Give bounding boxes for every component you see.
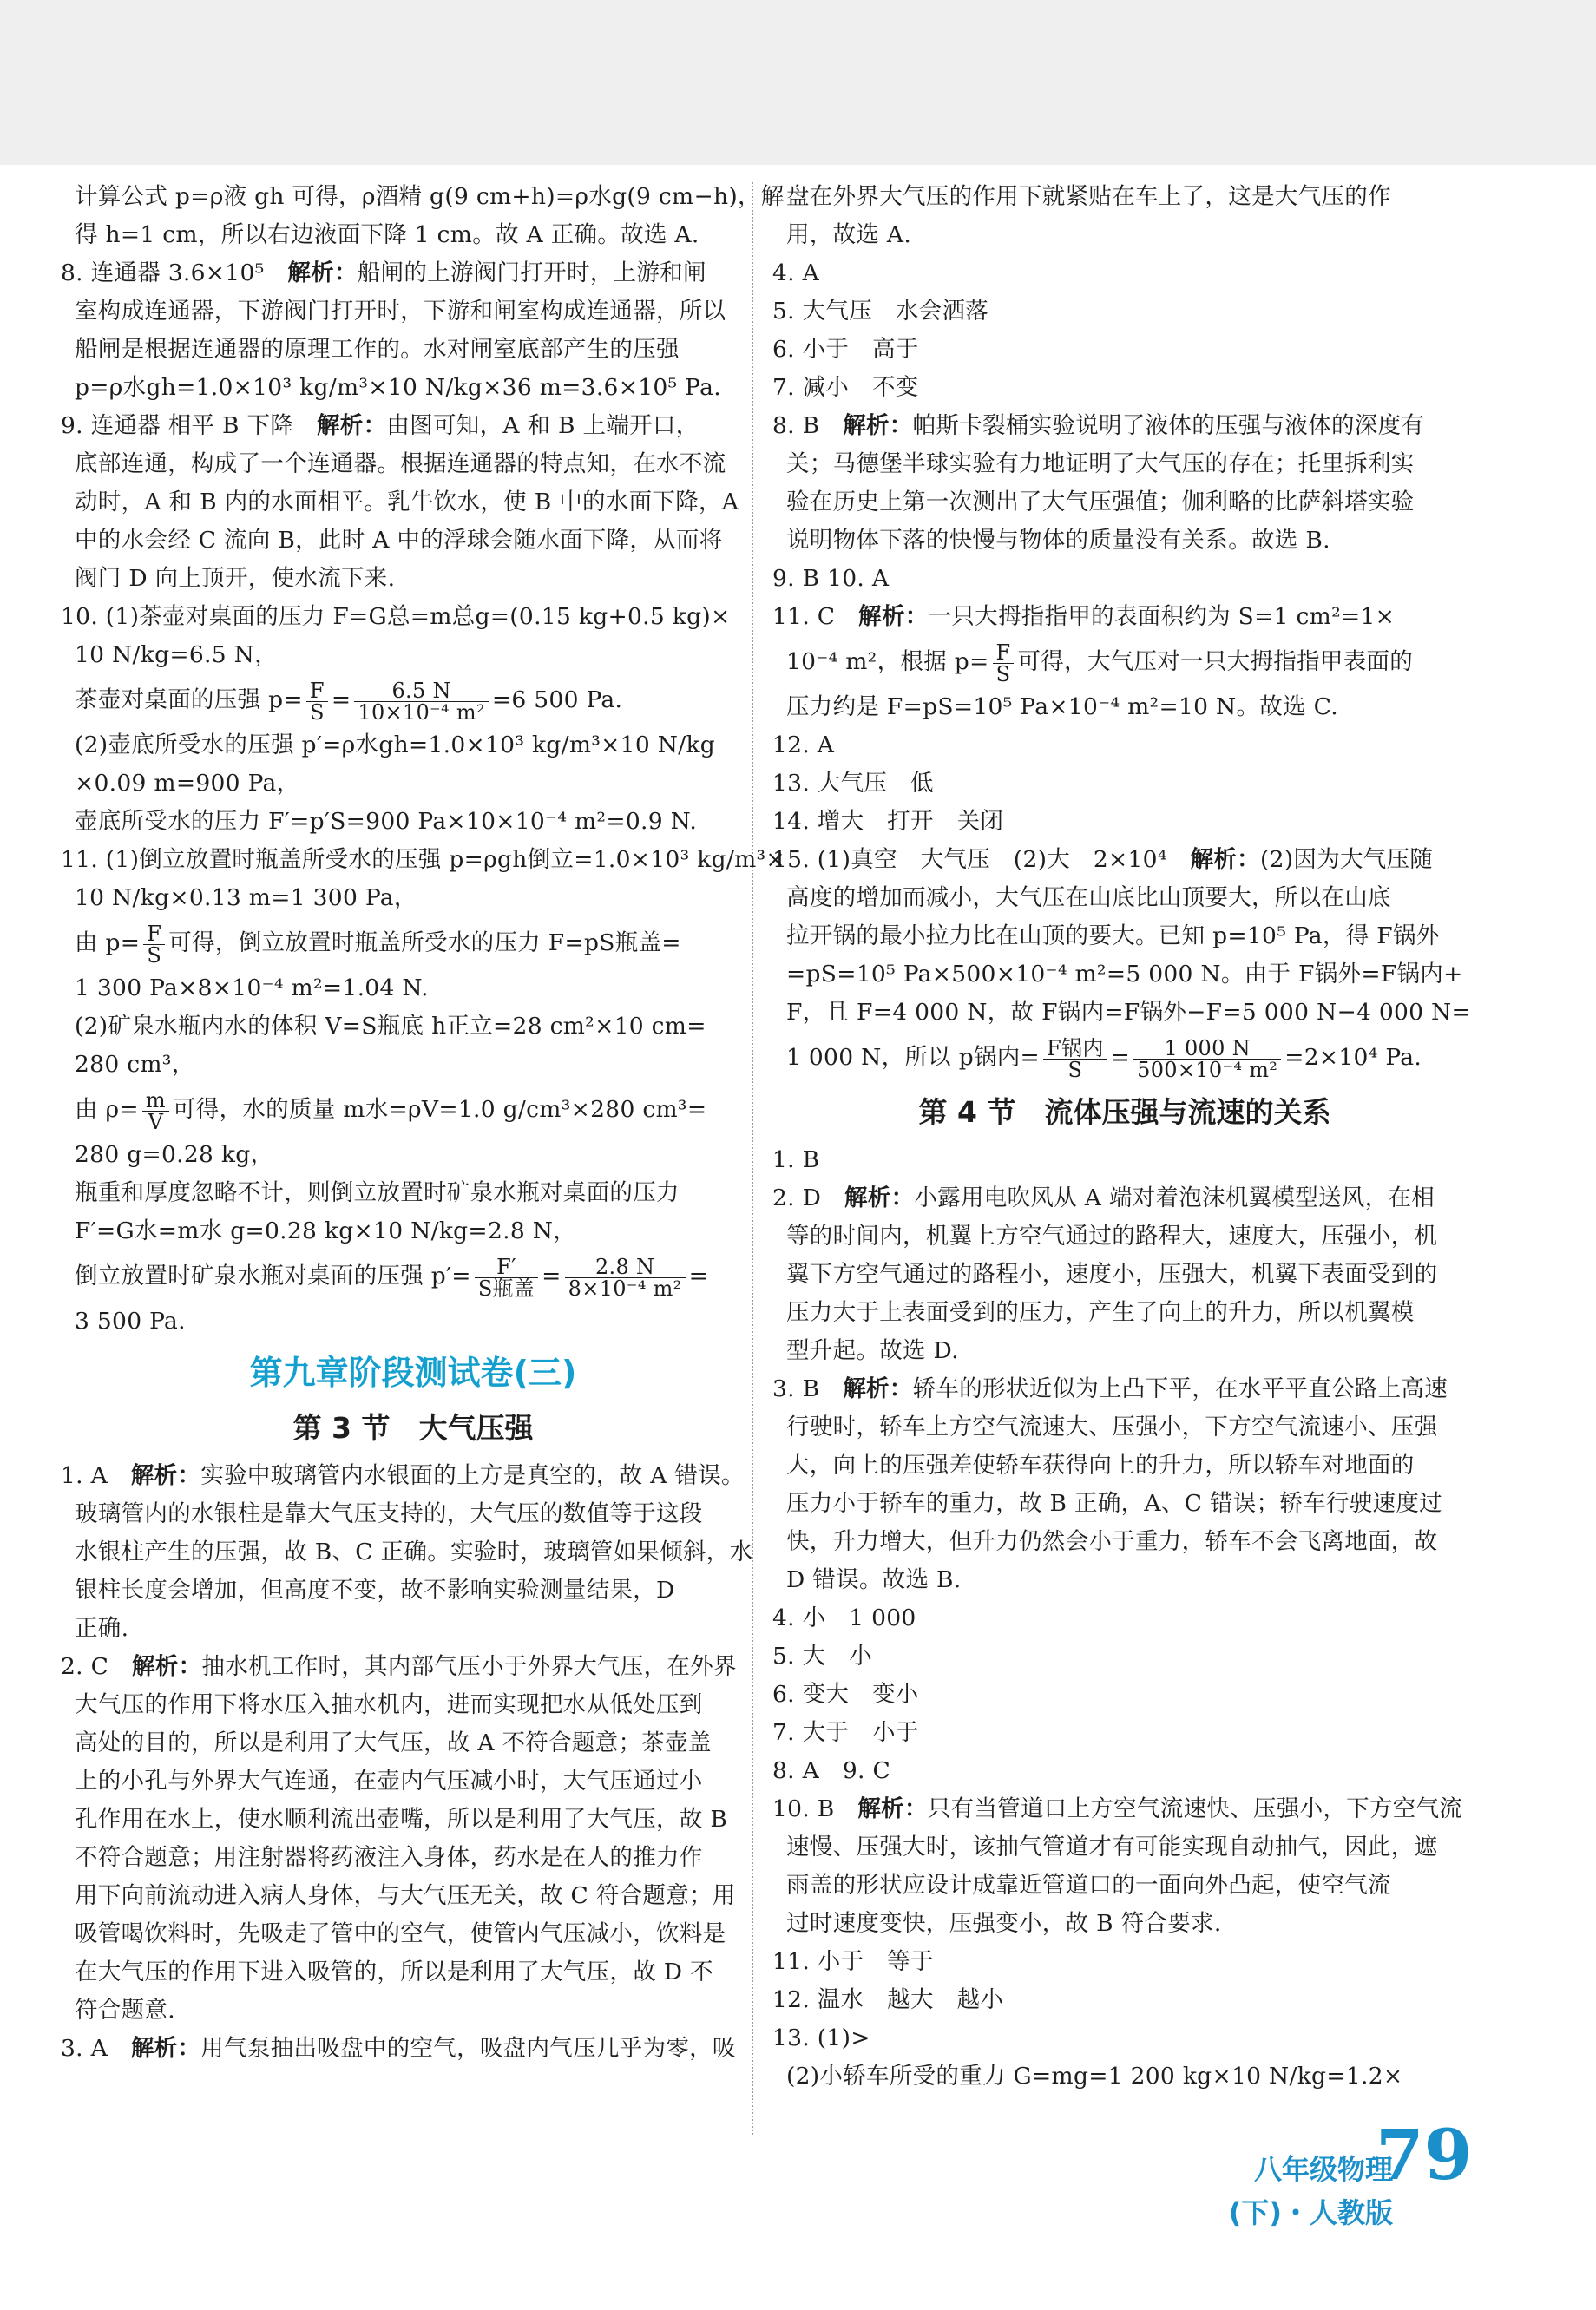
text-line: 过时速度变快，压强变小，故 B 符合要求. [786,1910,1222,1937]
s4-answer-10 [772,1790,1477,1943]
text-span: 由 ρ= [75,1096,139,1123]
fraction-numerator: 1 000 N [1133,1038,1281,1060]
fraction-denominator: 500×10⁻⁴ m² [1137,1057,1278,1082]
fraction-numerator: F [143,923,165,945]
fraction [993,642,1015,685]
section-title: 第 3 节 大气压强 [292,1411,534,1445]
answer-9 [61,407,765,598]
text-span: 8. B [772,412,820,439]
text-line: 8. A 9. C [772,1757,891,1784]
analysis-label: 解析： [858,603,929,630]
text-span: 1. A [61,1462,108,1489]
analysis-label: 解析： [843,412,913,439]
text-line: 4. A [772,259,820,286]
s3-answer-2 [61,1648,765,2030]
fraction [143,923,165,966]
text-span: 3. B [772,1375,820,1402]
text-span: 可得，倒立放置时瓶盖所受水的压力 F=pS瓶盖= [168,929,681,956]
text-span: 15. (1)真空 大气压 (2)大 2×10⁴ [772,846,1167,873]
text-line: D 错误。故选 B. [786,1566,962,1593]
analysis-label: 解析： [857,1795,928,1822]
text-span: 9. 连通器 相平 B 下降 [61,412,294,439]
text-line [61,2030,765,2068]
fraction [475,1254,538,1301]
text-line: F′=G水=m水 g=0.28 kg×10 N/kg=2.8 N， [75,1217,576,1244]
text-span: 抽水机工作时，其内部气压小于外界大气压，在外界 [201,1653,737,1680]
fraction [565,1254,686,1301]
text-line: 壶底所受水的压力 F′=p′S=900 Pa×10×10⁻⁴ m²=0.9 N. [75,808,698,835]
text-line: 压力小于轿车的重力，故 B 正确，A、C 错误；轿车行驶速度过 [786,1490,1442,1517]
text-line: 10. (1)茶壶对桌面的压力 F=G总=m总g=(0.15 kg+0.5 kg)× [61,603,731,630]
text-line: 中的水会经 C 流向 B，此时 A 中的浮球会随水面下降，从而将 [75,527,723,554]
fraction [306,680,328,723]
fraction-denominator: S瓶盖 [477,1276,535,1301]
s3-answer-11 [772,598,1477,726]
chapter-title: 第九章阶段测试卷(三) [249,1354,577,1392]
text-line: 阀门 D 向上顶开，使水流下来. [75,565,396,592]
fraction-numerator: m [142,1090,169,1112]
text-line: p=ρ水gh=1.0×10³ kg/m³×10 N/kg×36 m=3.6×10⁵ Pa. [75,374,721,401]
analysis-label: 解析： [287,259,358,286]
text-line: 行驶时，轿车上方空气流速大、压强小，下方空气流速小、压强 [786,1414,1438,1440]
right-column [772,178,1477,2096]
text-line: 茶壶对桌面的压强 p= $\frac{F}{S}$ = $\frac{6.5 N}{\text{10×10⁻⁴ m²}}$ =6 500 Pa. [75,678,623,725]
text-line [61,254,765,292]
text-line: 等的时间内，机翼上方空气通过的路程大，速度大，压强小，机 [786,1223,1438,1250]
text-line: 速慢、压强大时，该抽气管道才有可能实现自动抽气，因此，遮 [786,1834,1438,1860]
text-span: 可得，水的质量 m水=ρV=1.0 g/cm³×280 cm³= [172,1096,707,1123]
fraction-numerator: 2.8 N [565,1257,686,1278]
s3-answer-8 [772,407,1477,560]
text-span: 2. D [772,1185,822,1211]
text-line: 符合题意. [75,1997,175,2024]
fraction-denominator: S [1067,1057,1083,1082]
s4-short-answers-11-13 [772,1943,1477,2096]
s3-answer-3-continued [772,178,1477,254]
text-line: ×0.09 m=900 Pa， [75,770,300,797]
s3-answer-3 [61,2030,765,2068]
text-span: 8. 连通器 3.6×10⁵ [61,259,265,286]
answer-8 [61,254,765,407]
text-line: 用下向前流动进入病人身体，与大气压无关，故 C 符合题意；用 [75,1882,736,1909]
analysis-label: 解析： [843,1375,913,1402]
fraction-denominator: S [310,699,325,725]
text-span: 3. A [61,2035,108,2062]
text-line: 压力约是 F=pS=10⁵ Pa×10⁻⁴ m²=10 N。故选 C. [786,693,1338,720]
answer-10 [61,598,765,841]
text-line: 盘在外界大气压的作用下就紧贴在车上了，这是大气压的作 [786,183,1391,210]
page-number: 79 [1376,2114,1473,2195]
text-span: 茶壶对桌面的压强 p= [75,686,303,713]
s4-short-answers-4-9 [772,1599,1477,1790]
text-line: 10 N/kg=6.5 N， [75,641,278,668]
text-span: 由 p= [75,929,141,956]
text-line: 关；马德堡半球实验有力地证明了大气压的存在；托里拆利实 [786,450,1415,477]
text-span: 由图可知，A 和 B 上端开口， [386,412,699,439]
text-line: 室构成连通器，下游阀门打开时，下游和闸室构成连通器，所以 [75,298,726,325]
text-line: 孔作用在水上，使水顺利流出壶嘴，所以是利用了大气压，故 B [75,1806,728,1833]
text-line: 高度的增加而减小，大气压在山底比山顶要大，所以在山底 [786,884,1391,911]
text-line [772,407,1477,445]
fraction [1133,1035,1281,1082]
text-line: 压力大于上表面受到的压力，产生了向上的升力，所以机翼模 [786,1299,1415,1326]
s3-answers-9-10: 9. B 10. A [772,565,890,592]
fraction-denominator: 8×10⁻⁴ m² [568,1276,682,1301]
section-title: 第 4 节 流体压强与流速的关系 [918,1095,1331,1129]
text-line: 14. 增大 打开 关闭 [772,808,1004,835]
text-line: 12. A [772,732,835,758]
text-line [61,917,765,969]
text-line: 13. (1)> [772,2025,870,2051]
fraction [354,680,488,723]
text-line: 280 cm³， [75,1051,195,1078]
text-line [61,1648,765,1686]
text-line: 用，故选 A. [786,221,912,248]
text-span: 1 000 N，所以 p锅内= [786,1044,1041,1071]
text-line: 雨盖的形状应设计成靠近管道口的一面向外凸起，使空气流 [786,1872,1391,1899]
text-line [61,1084,765,1136]
analysis-label: 解析： [844,1185,915,1211]
text-line: 水银柱产生的压强，故 B、C 正确。实验时，玻璃管如果倾斜，水 [75,1539,753,1565]
text-span: 10. B [772,1795,835,1822]
s3-short-answers-4-7 [772,254,1477,407]
text-line: 说明物体下落的快慢与物体的质量没有关系。故选 B. [786,527,1330,554]
text-span: =6 500 Pa. [491,686,623,713]
text-line: 280 g=0.28 kg， [75,1141,274,1168]
fraction-denominator: V [148,1109,164,1134]
text-span: =2×10⁴ Pa. [1284,1044,1422,1071]
s3-answer-15 [772,841,1477,1084]
fraction-numerator: F′ [475,1257,538,1278]
text-line: 10 N/kg×0.13 m=1 300 Pa， [75,884,417,911]
text-line: =pS=10⁵ Pa×500×10⁻⁴ m²=5 000 N。由于 F锅外=F锅内+ [786,961,1463,988]
left-column [61,178,785,2068]
footer-book-label: 八年级物理(下)・人教版 [1228,2153,1393,2229]
text-line: 11. 小于 等于 [772,1948,934,1975]
s4-answer-2 [772,1179,1477,1370]
text-line: 1 000 N，所以 p锅内= $\frac{\text{F锅内}}{S}$ = $\frac{1 000 N}{\text{500×10⁻⁴ m²}}$ =2×10⁴ Pa. [786,1035,1422,1082]
text-line [772,636,1477,688]
text-line: 计算公式 p=ρ液 gh 可得，ρ酒精 g(9 cm+h)=ρ水g(9 cm−h)，解 [75,183,785,210]
s4-answer-1: 1. B [772,1146,820,1173]
text-line: 不符合题意；用注射器将药液注入身体，药水是在人的推力作 [75,1844,703,1871]
s3-short-answers-12-14 [772,726,1477,841]
top-shaded-band [0,0,1596,165]
analysis-label: 解析： [132,1653,202,1680]
fraction [1043,1035,1107,1082]
text-span: 小露用电吹风从 A 端对着泡沫机翼模型送风，在相 [914,1185,1435,1211]
text-line: 7. 减小 不变 [772,374,919,401]
text-line [772,841,1477,879]
text-line: 底部连通，构成了一个连通器。根据连通器的特点知，在水不流 [75,450,726,477]
text-line: 正确. [75,1615,129,1642]
text-line: 快，升力增大，但升力仍然会小于重力，轿车不会飞离地面，故 [786,1528,1438,1555]
text-line: 拉开锅的最小拉力比在山顶的要大。已知 p=10⁵ Pa，得 F锅外 [786,922,1440,949]
analysis-label: 解析： [130,2035,201,2062]
s3-answer-1 [61,1457,765,1648]
text-line: (2)小轿车所受的重力 G=mg=1 200 kg×10 N/kg=1.2× [786,2063,1403,2090]
analysis-label: 解析： [130,1462,201,1489]
fraction-denominator: S [995,661,1011,686]
text-line: 倒立放置时矿泉水瓶对桌面的压强 p′= $\frac{F'}{\text{S瓶盖}}$ = $\frac{2.8 N}{\text{8×10⁻⁴ m²}}$ = [75,1254,709,1301]
text-line: 大，向上的压强差使轿车获得向上的升力，所以轿车对地面的 [786,1452,1415,1479]
text-line: 动时，A 和 B 内的水面相平。乳牛饮水，使 B 中的水面下降，A [75,489,739,515]
text-line: 上的小孔与外界大气连通，在壶内气压减小时，大气压通过小 [75,1768,703,1795]
text-span: 可得，大气压对一只大拇指指甲表面的 [1017,648,1414,675]
text-span: 船闸的上游阀门打开时，上游和闸 [357,259,706,286]
text-line: 5. 大气压 水会洒落 [772,298,989,325]
text-span: 11. C [772,603,836,630]
text-span: 倒立放置时矿泉水瓶对桌面的压强 p′= [75,1263,471,1290]
text-line: 吸管喝饮料时，先吸走了管中的空气，使管内气压减小，饮料是 [75,1920,726,1947]
fraction [142,1087,169,1134]
text-line: 瓶重和厚度忽略不计，则倒立放置时矿泉水瓶对桌面的压力 [75,1179,680,1206]
text-line: 验在历史上第一次测出了大气压强值；伽利略的比萨斜塔实验 [786,489,1415,515]
analysis-label: 解析： [1190,846,1260,873]
text-line: 翼下方空气通过的路程小，速度小，压强大，机翼下表面受到的 [786,1261,1438,1288]
text-span: 帕斯卡裂桶实验说明了液体的压强与液体的深度有 [912,412,1425,439]
text-line: 12. 温水 越大 越小 [772,1986,1004,2013]
text-span: 只有当管道口上方空气流速快、压强小，下方空气流 [927,1795,1463,1822]
fraction-denominator: S [147,942,162,968]
text-line: 银柱长度会增加，但高度不变，故不影响实验测量结果，D [75,1577,675,1604]
text-line: 6. 小于 高于 [772,336,919,363]
text-line: 大气压的作用下将水压入抽水机内，进而实现把水从低处压到 [75,1691,703,1718]
text-line: 13. 大气压 低 [772,770,934,797]
text-span: 2. C [61,1653,109,1680]
text-line: 4. 小 1 000 [772,1605,916,1631]
text-line [772,1370,1477,1408]
text-span: (2)因为大气压随 [1259,846,1434,873]
text-line [772,1790,1477,1828]
fraction-numerator: F [306,680,328,702]
text-line: 3 500 Pa. [75,1308,186,1335]
analysis-label: 解析： [316,412,387,439]
text-line: (2)矿泉水瓶内水的体积 V=S瓶底 h正立=28 cm²×10 cm= [75,1013,706,1040]
text-span: 10⁻⁴ m²，根据 p= [786,648,989,675]
text-line [772,1179,1477,1217]
text-span: 一只大拇指指甲的表面积约为 S=1 cm²=1× [928,603,1396,630]
text-line [772,598,1477,636]
s4-answer-3 [772,1370,1477,1599]
text-span: 实验中玻璃管内水银面的上方是真空的，故 A 错误。 [200,1462,745,1489]
text-line: 5. 大 小 [772,1643,873,1670]
text-line: 得 h=1 cm，所以右边液面下降 1 cm。故 A 正确。故选 A. [75,221,699,248]
text-line: (2)壶底所受水的压强 p′=ρ水gh=1.0×10³ kg/m³×10 N/kg [75,732,716,758]
text-line [61,407,765,445]
fraction-denominator: 10×10⁻⁴ m² [358,699,485,725]
text-line: 型升起。故选 D. [786,1337,959,1364]
text-line: 船闸是根据连通器的原理工作的。水对闸室底部产生的压强 [75,336,680,363]
text-line: 1 300 Pa×8×10⁻⁴ m²=1.04 N. [75,975,429,1001]
text-line: 高处的目的，所以是利用了大气压，故 A 不符合题意；茶壶盖 [75,1729,712,1756]
fraction-numerator: F锅内 [1043,1038,1107,1060]
text-line: 11. (1)倒立放置时瓶盖所受水的压强 p=ρgh倒立=1.0×10³ kg/m³× [61,846,785,873]
text-span: 用气泵抽出吸盘中的空气，吸盘内气压几乎为零，吸 [200,2035,736,2062]
text-line: 7. 大于 小于 [772,1719,919,1746]
fraction-numerator: F [993,642,1015,664]
text-line [61,1457,765,1495]
fraction-numerator: 6.5 N [354,680,488,702]
answer-7-continued [61,178,785,254]
text-line: 在大气压的作用下进入吸管的，所以是利用了大气压，故 D 不 [75,1959,713,1985]
answer-11 [61,841,785,1341]
text-line: 6. 变大 变小 [772,1681,919,1708]
text-line: F，且 F=4 000 N，故 F锅内=F锅外−F=5 000 N−4 000 N= [786,999,1472,1026]
text-line: 玻璃管内的水银柱是靠大气压支持的，大气压的数值等于这段 [75,1500,703,1527]
text-span: 轿车的形状近似为上凸下平，在水平平直公路上高速 [912,1375,1448,1402]
